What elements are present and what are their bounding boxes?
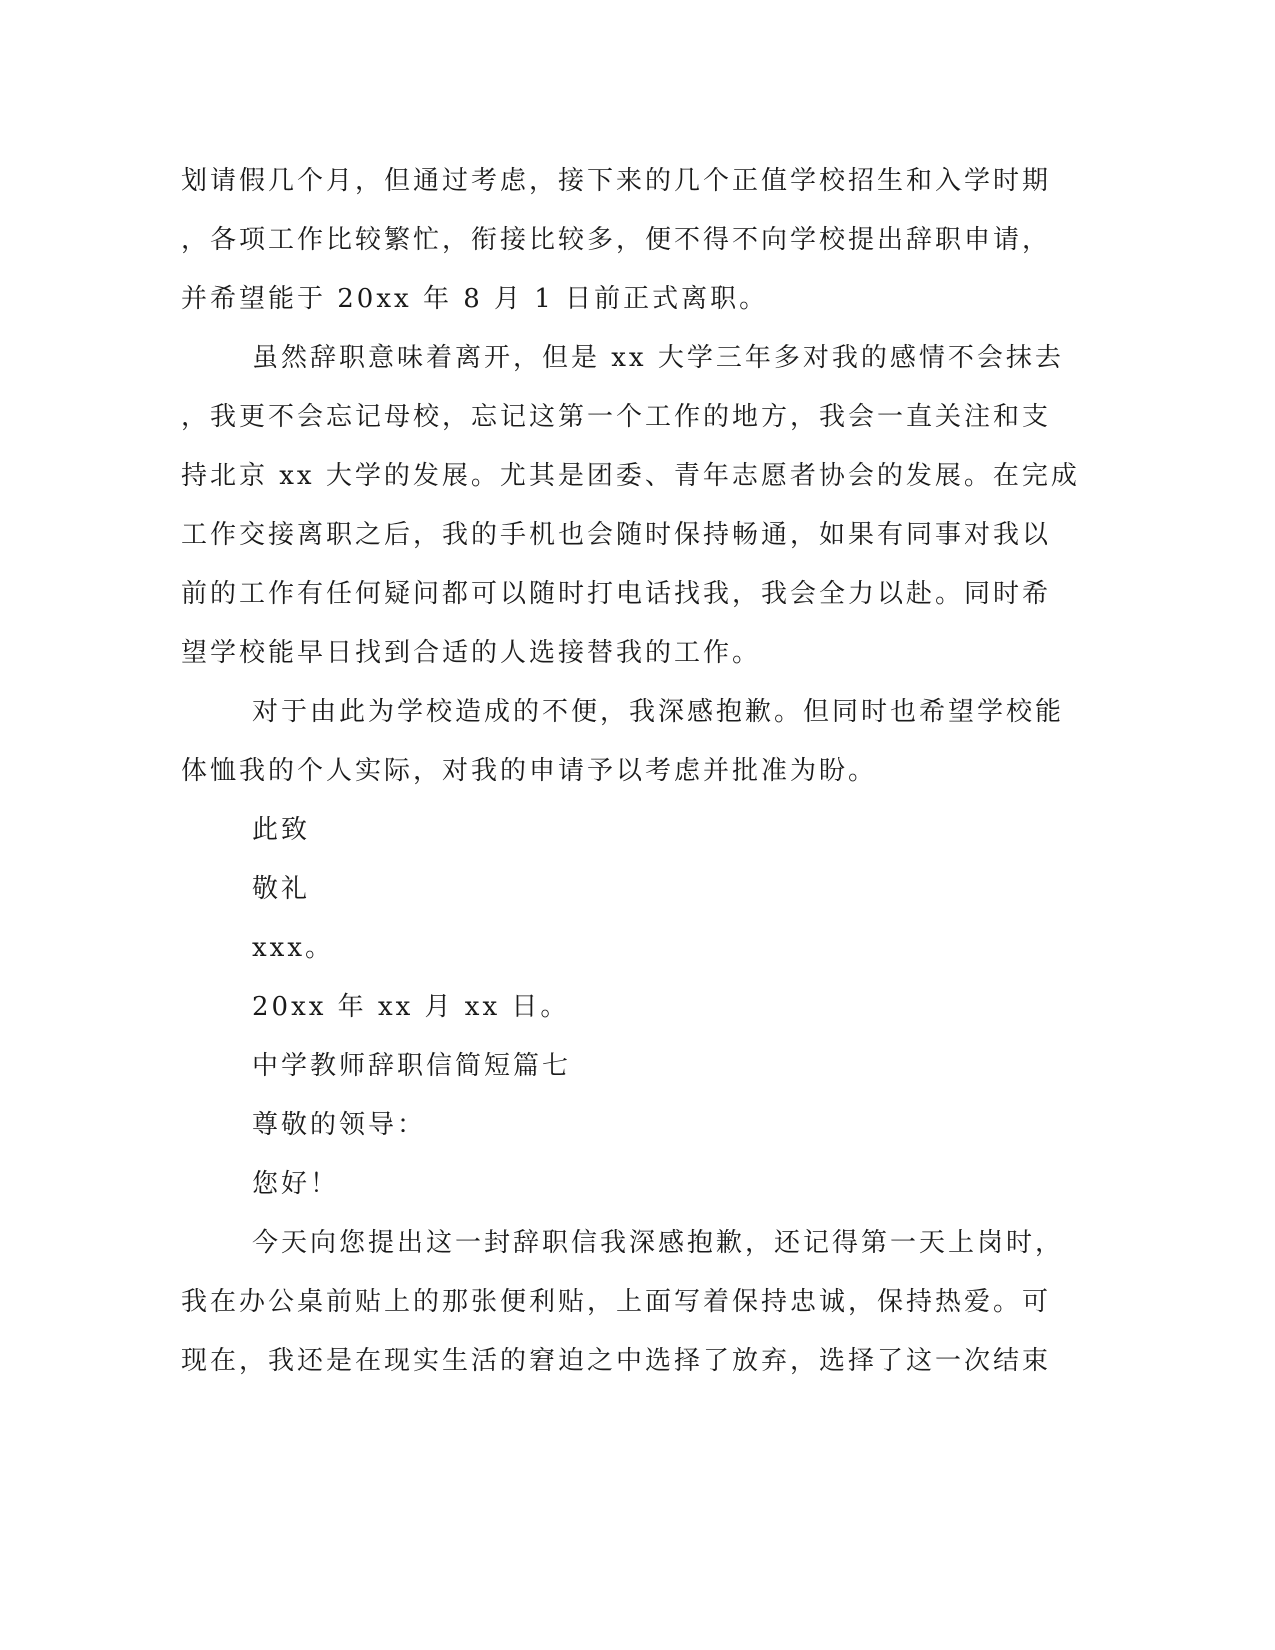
- text-line: 体恤我的个人实际，对我的申请予以考虑并批准为盼。: [181, 756, 878, 786]
- greeting-hello: 您好！: [252, 1169, 340, 1199]
- signature-date: 20xx 年 xx 月 xx 日。: [252, 992, 570, 1022]
- text-line: 持北京 xx 大学的发展。尤其是团委、青年志愿者协会的发展。在完成: [181, 461, 1080, 491]
- text-line: 前的工作有任何疑问都可以随时打电话找我，我会全力以赴。同时希: [181, 579, 1052, 609]
- text-line: 我在办公桌前贴上的那张便利贴，上面写着保持忠诚，保持热爱。可: [181, 1287, 1052, 1317]
- text-line: ，各项工作比较繁忙，衔接比较多，便不得不向学校提出辞职申请，: [181, 225, 1052, 255]
- section-title: 中学教师辞职信简短篇七: [252, 1051, 572, 1081]
- signature-name: xxx。: [252, 933, 334, 963]
- paragraph-first-line: 今天向您提出这一封辞职信我深感抱歉，还记得第一天上岗时，: [252, 1228, 1065, 1258]
- closing-regards: 敬礼: [252, 874, 311, 904]
- text-line: 并希望能于 20xx 年 8 月 1 日前正式离职。: [181, 284, 769, 314]
- closing-salutation: 此致: [252, 815, 311, 845]
- text-line: 工作交接离职之后，我的手机也会随时保持畅通，如果有同事对我以: [181, 520, 1052, 550]
- text-line: 望学校能早日找到合适的人选接替我的工作。: [181, 638, 762, 668]
- text-line: ，我更不会忘记母校，忘记这第一个工作的地方，我会一直关注和支: [181, 402, 1052, 432]
- text-line: 现在，我还是在现实生活的窘迫之中选择了放弃，选择了这一次结束: [181, 1346, 1052, 1376]
- paragraph-first-line: 对于由此为学校造成的不便，我深感抱歉。但同时也希望学校能: [252, 697, 1065, 727]
- text-line: 划请假几个月，但通过考虑，接下来的几个正值学校招生和入学时期: [181, 166, 1052, 196]
- paragraph-first-line: 虽然辞职意味着离开，但是 xx 大学三年多对我的感情不会抹去: [252, 343, 1064, 373]
- greeting: 尊敬的领导：: [252, 1110, 427, 1140]
